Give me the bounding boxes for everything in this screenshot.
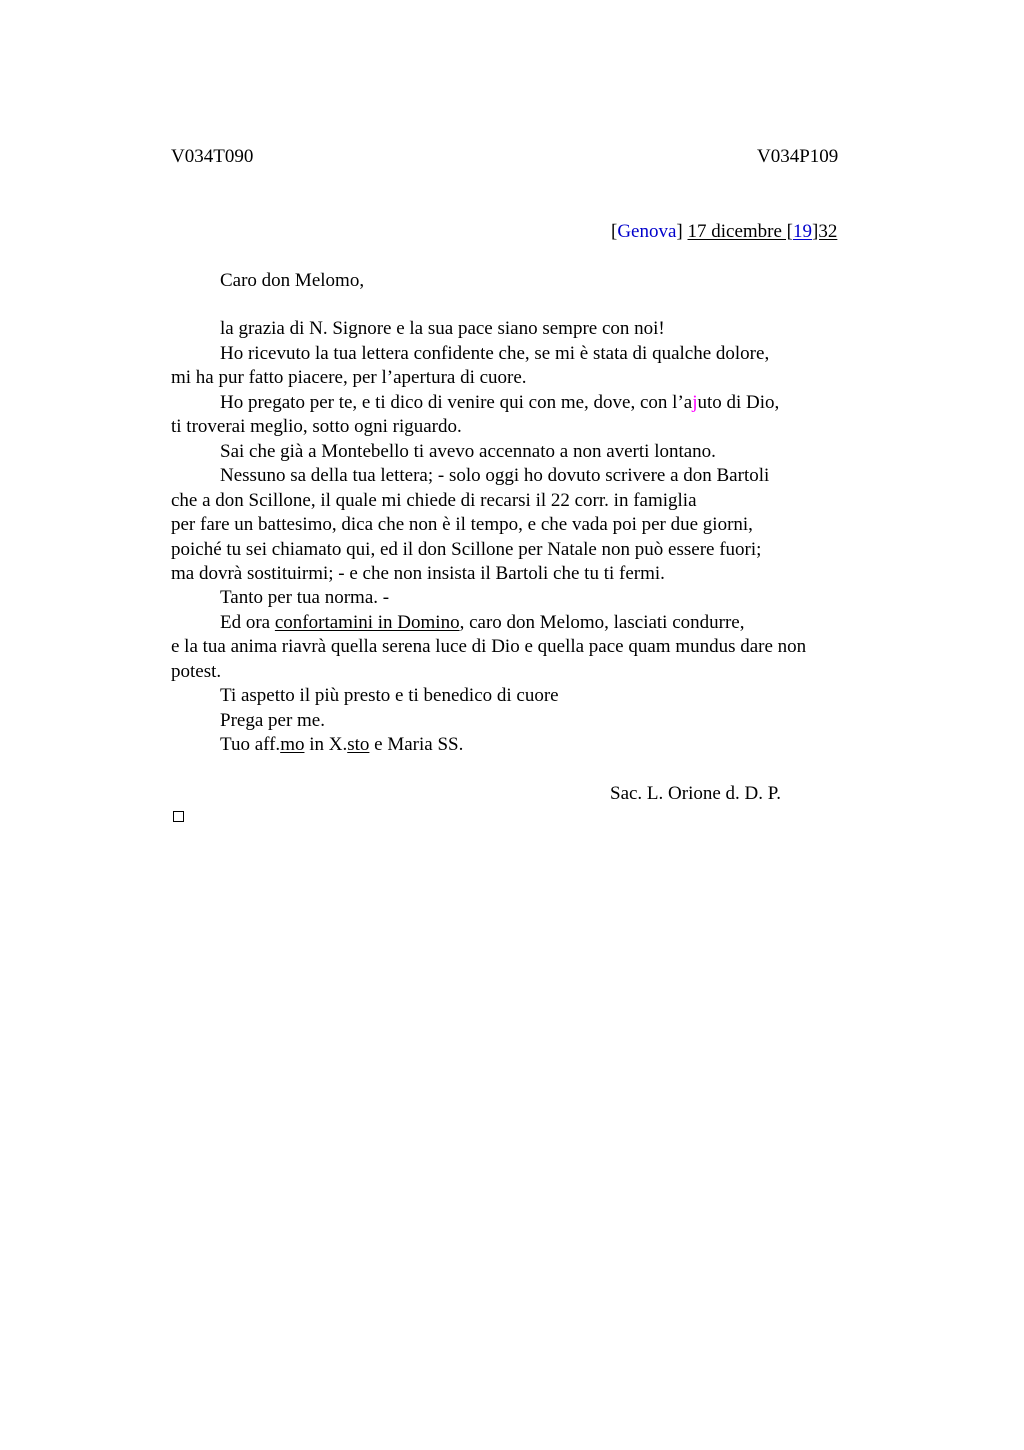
abbreviation-suffix: mo — [280, 734, 305, 755]
body-line: mi ha pur fatto piacere, per l’apertura di cuore. — [171, 367, 527, 388]
body-line: Ho ricevuto la tua lettera confidente che, se mi è stata di qualche dolore, — [220, 343, 770, 364]
body-line: Nessuno sa della tua lettera; - solo oggi ho dovuto scrivere a don Bartoli — [220, 465, 770, 486]
dateline-open-bracket: [ — [611, 221, 618, 242]
body-text: , caro don Melomo, lasciati condurre, — [459, 612, 745, 633]
body-text: e Maria SS. — [369, 734, 464, 755]
body-line: e la tua anima riavrà quella serena luce di Dio e quella pace quam mundus dare non — [171, 636, 807, 657]
body-line: che a don Scillone, il quale mi chiede di recarsi il 22 corr. in famiglia — [171, 490, 697, 511]
dateline — [611, 220, 837, 245]
body-line: Ti aspetto il più presto e ti benedico di cuore — [220, 685, 559, 706]
body-line: poiché tu sei chiamato qui, ed il don Scillone per Natale non può essere fuori; — [171, 539, 762, 560]
abbreviation-suffix: sto — [347, 734, 370, 755]
body-line: Sai che già a Montebello ti avevo accennato a non averti lontano. — [220, 441, 716, 462]
dateline-close-bracket: ] — [676, 221, 683, 242]
signature: Sac. L. Orione d. D. P. — [610, 783, 781, 804]
checkbox-square-icon — [173, 811, 184, 822]
body-line: potest. — [171, 661, 222, 682]
latin-phrase: confortamini in Domino — [274, 612, 460, 633]
body-text: uto di Dio, — [697, 392, 780, 413]
body-line — [220, 391, 779, 416]
body-line: ti troverai meglio, sotto ogni riguardo. — [171, 416, 462, 437]
dateline-day-month: 17 dicembre [ — [687, 221, 794, 242]
body-line: ma dovrà sostituirmi; - e che non insista il Bartoli che tu ti fermi. — [171, 563, 665, 584]
corrected-letter: j — [692, 392, 698, 413]
dateline-year-end: ]32 — [812, 221, 838, 242]
body-text: Tuo aff. — [220, 734, 281, 755]
body-text: in X. — [304, 734, 348, 755]
dateline-century: 19 — [793, 221, 813, 242]
archive-code-left: V034T090 — [171, 146, 254, 167]
body-line: per fare un battesimo, dica che non è il tempo, e che vada poi per due giorni, — [171, 514, 753, 535]
body-text: Ed ora — [220, 612, 275, 633]
body-line: Tanto per tua norma. - — [220, 587, 390, 608]
body-text: Ho pregato per te, e ti dico di venire qui con me, dove, con l’a — [220, 392, 693, 413]
closing-line — [220, 733, 463, 758]
body-line: Prega per me. — [220, 710, 325, 731]
archive-code-right: V034P109 — [757, 146, 839, 167]
body-line — [220, 611, 745, 636]
dateline-place: Genova — [617, 221, 677, 242]
body-line: la grazia di N. Signore e la sua pace siano sempre con noi! — [220, 318, 665, 339]
salutation: Caro don Melomo, — [220, 270, 365, 291]
